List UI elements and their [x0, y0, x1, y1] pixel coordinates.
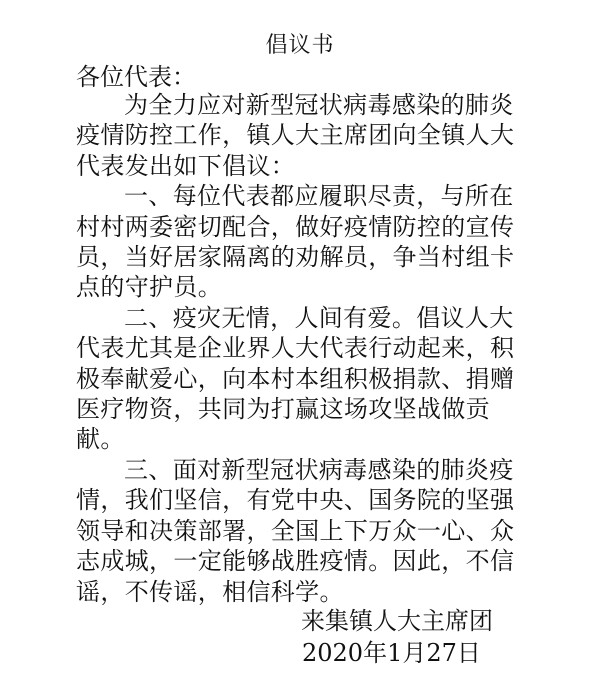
salutation: 各位代表： — [76, 63, 196, 91]
paragraph-item-1: 一、每位代表都应履职尽责，与所在村村两委密切配合，做好疫情防控的宣传员，当好居家隔离的劝解员，争当村组卡点的守护员。 — [76, 182, 515, 302]
document-title: 倡议书 — [265, 33, 335, 58]
paragraph-item-3: 三、面对新型冠状病毒感染的肺炎疫情，我们坚信，有党中央、国务院的坚强领导和决策部署，全国上下万众一心、众志成城，一定能够战胜疫情。因此，不信谣，不传谣，相信科学。 — [76, 455, 515, 606]
date: 2020年1月27日 — [302, 639, 481, 667]
document-body — [76, 90, 524, 607]
signature: 来集镇人大主席团 — [301, 607, 493, 635]
paragraph-item-2: 二、疫灾无情，人间有爱。倡议人大代表尤其是企业界人大代表行动起来，积极奉献爱心，向本村本组积极捐款、捐赠医疗物资，共同为打赢这场攻坚战做贡献。 — [76, 303, 515, 454]
paragraph-intro: 为全力应对新型冠状病毒感染的肺炎疫情防控工作，镇人大主席团向全镇人大代表发出如下倡议： — [76, 91, 515, 180]
